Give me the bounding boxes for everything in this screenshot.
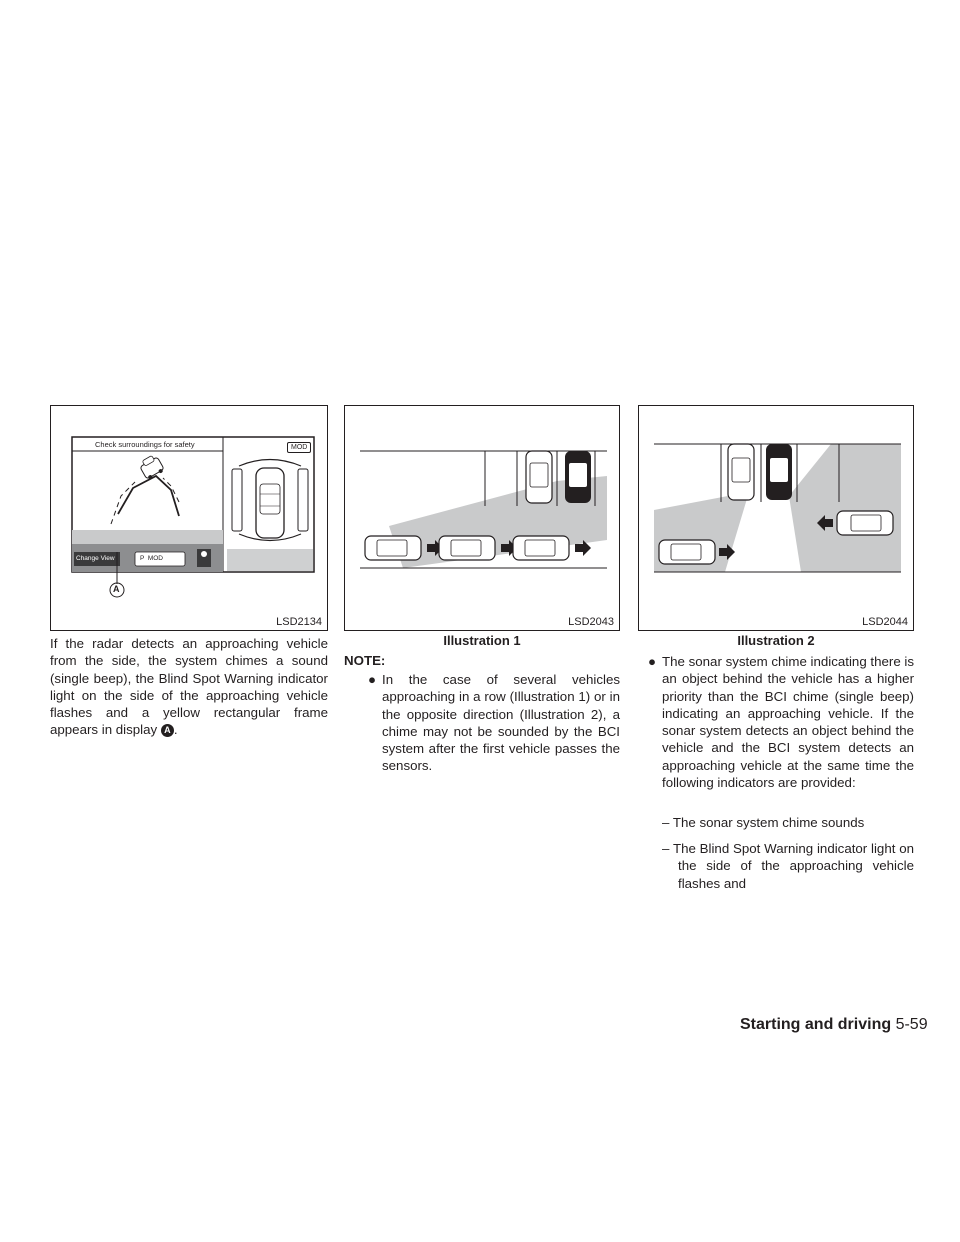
section-title: Starting and driving [740, 1016, 892, 1033]
illustration-2-drawing [639, 406, 915, 632]
bullet-text: In the case of several vehicles approaching in a row (Illustration 1) or in the opposite direction (Illustration 2), a chime may not be sounded by the BCI system after the first vehicle passes the sensors. [382, 672, 620, 774]
status-text: P MOD [140, 555, 163, 562]
figure-caption: Illustration 2 [737, 633, 815, 648]
screen-message: Check surroundings for safety [95, 440, 195, 449]
paragraph-text: If the radar detects an approaching vehicle from the side, the system chimes a sound (single beep), the Blind Spot Warning indicator light on the side of the approaching vehicle flashes and a yellow rectangular frame appears in display [50, 636, 328, 738]
figure-caption: Illustration 1 [443, 633, 521, 648]
illustration-1-drawing [345, 406, 621, 632]
period: . [173, 722, 178, 738]
figure-code: LSD2134 [276, 616, 322, 628]
callout-a: A [113, 584, 120, 594]
callout-a-inline: A [161, 724, 174, 737]
figure-code: LSD2043 [568, 616, 614, 628]
mod-label: MOD [287, 442, 311, 453]
figure-code: LSD2044 [862, 616, 908, 628]
change-view-button: Change View [76, 555, 115, 562]
body-paragraph [50, 635, 328, 739]
page-number: 5-59 [895, 1016, 928, 1033]
dash-item-2: – The Blind Spot Warning indicator light on the side of the approaching vehicle flashes and [662, 841, 914, 891]
bullet-dot: ● [648, 654, 657, 669]
note-heading: NOTE: [344, 653, 386, 668]
bullet-text: The sonar system chime indicating there is an object behind the vehicle has a higher priority than the BCI chime (single beep) indicating an approaching vehicle. If the sonar system detects an object behind the vehicle and the BCI system detects an approaching vehicle at the same time the following indicators are provided: [662, 654, 915, 791]
figure-lsd2044 [638, 405, 914, 631]
figure-lsd2043 [344, 405, 620, 631]
page-footer [740, 1016, 928, 1034]
dash-item-1: – The sonar system chime sounds [662, 815, 865, 830]
figure-lsd2134 [50, 405, 328, 631]
bullet-dot: ● [368, 672, 377, 687]
